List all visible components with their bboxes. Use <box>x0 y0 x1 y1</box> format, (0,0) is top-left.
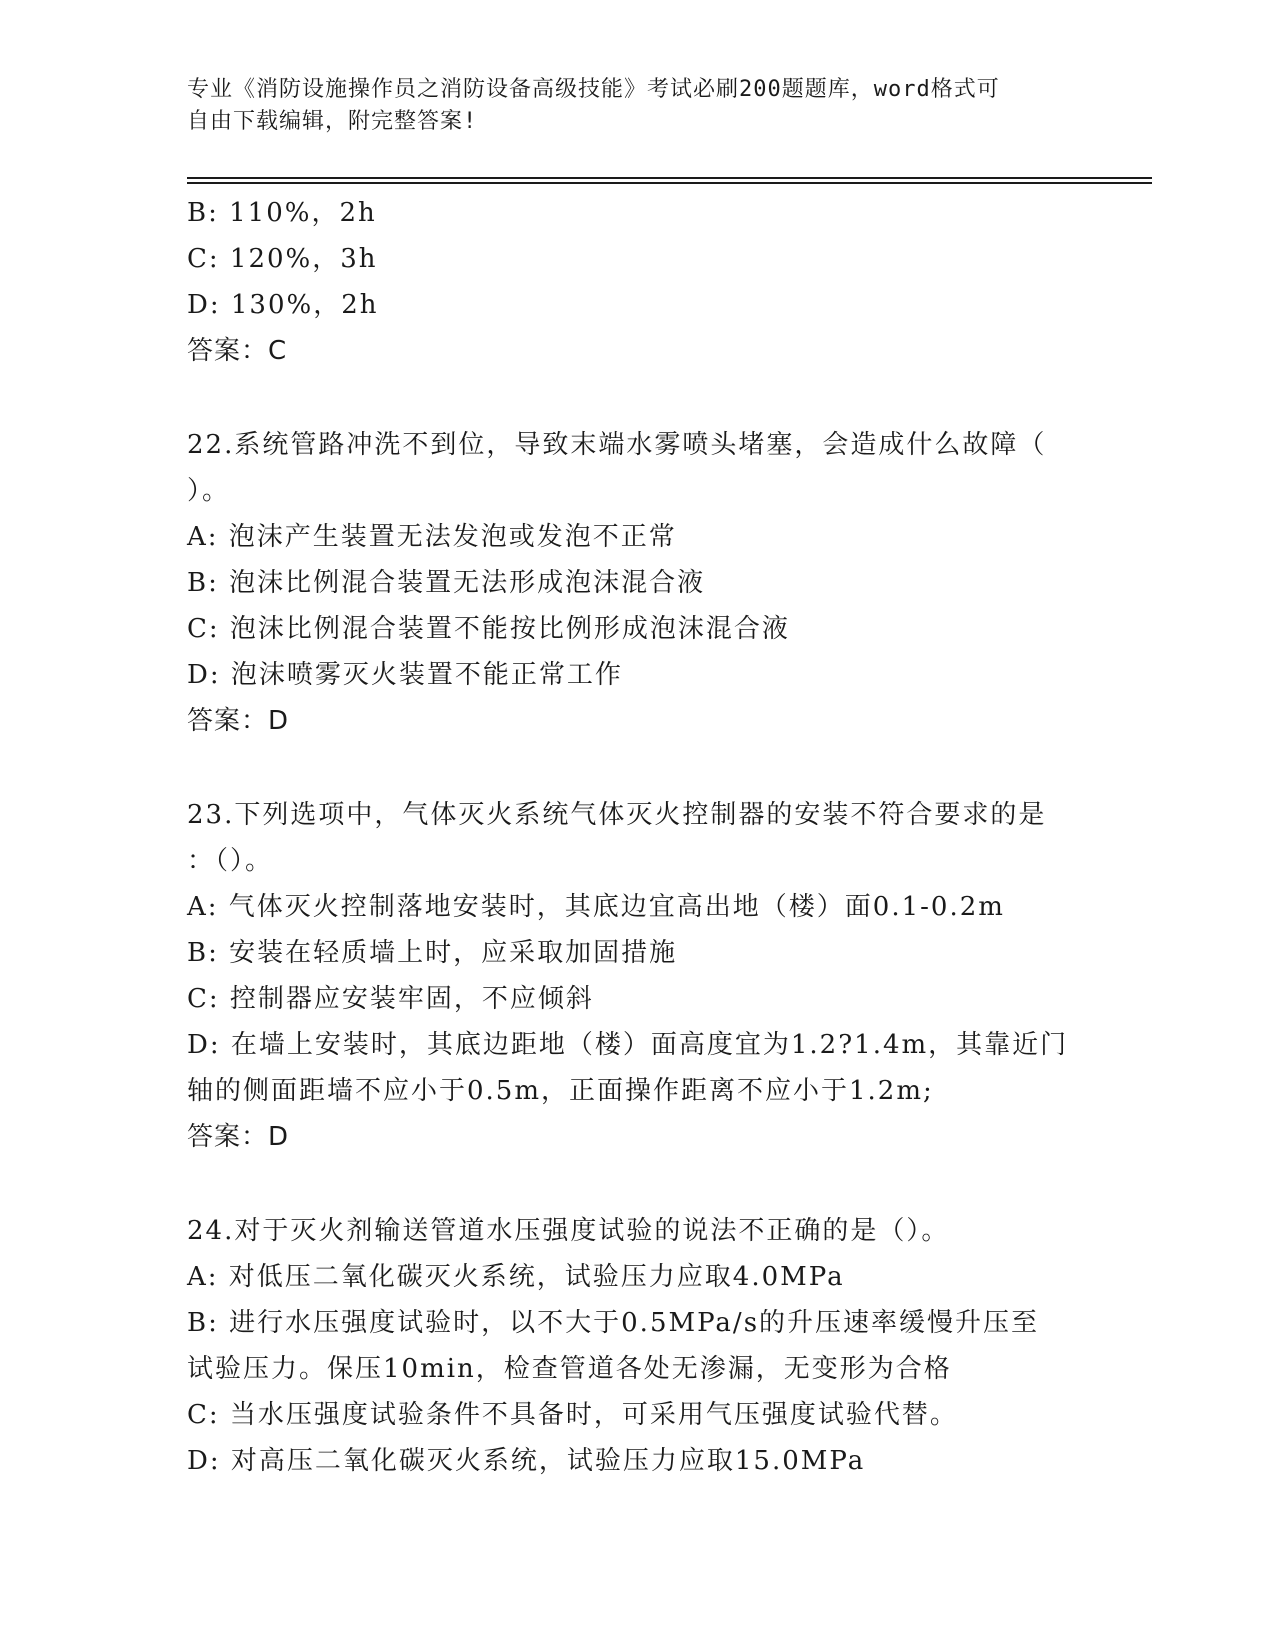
option-d: D: 泡沫喷雾灭火装置不能正常工作 <box>187 660 623 690</box>
option-c: C: 泡沫比例混合装置不能按比例形成泡沫混合液 <box>187 614 790 644</box>
question-21-tail <box>187 190 1087 374</box>
option-b: B: 110%，2h <box>187 198 377 228</box>
answer-line: 答案：D <box>187 706 290 736</box>
option-d: D: 在墙上安装时，其底边距地（楼）面高度宜为1.2?1.4m，其靠近门 <box>187 1030 1069 1060</box>
question-content <box>187 190 1087 1484</box>
question-spacer <box>187 1160 1087 1208</box>
question-spacer <box>187 744 1087 792</box>
header-divider-bottom <box>187 182 1152 184</box>
option-d: D: 130%，2h <box>187 290 379 320</box>
option-a: A: 泡沫产生装置无法发泡或发泡不正常 <box>187 522 677 552</box>
option-d-continued: 轴的侧面距墙不应小于0.5m，正面操作距离不应小于1.2m; <box>187 1076 934 1106</box>
answer-line: 答案：D <box>187 1122 290 1152</box>
question-stem: 24.对于灭火剂输送管道水压强度试验的说法不正确的是（）。 <box>187 1216 950 1246</box>
option-b: B: 泡沫比例混合装置无法形成泡沫混合液 <box>187 568 706 598</box>
header-divider-top <box>187 177 1152 179</box>
question-stem: 22.系统管路冲洗不到位，导致末端水雾喷头堵塞，会造成什么故障（ <box>187 430 1047 460</box>
question-spacer <box>187 374 1087 422</box>
question-22 <box>187 422 1087 744</box>
option-c: C: 120%，3h <box>187 244 378 274</box>
header-line-2: 自由下载编辑，附完整答案! <box>187 109 478 134</box>
question-24 <box>187 1208 1087 1484</box>
option-a: A: 对低压二氧化碳灭火系统，试验压力应取4.0MPa <box>187 1262 845 1292</box>
header-line-1: 专业《消防设施操作员之消防设备高级技能》考试必刷200题题库，word格式可 <box>187 77 1000 102</box>
answer-line: 答案：C <box>187 336 288 366</box>
option-d: D: 对高压二氧化碳灭火系统，试验压力应取15.0MPa <box>187 1446 866 1476</box>
question-stem-continued: ）。 <box>187 476 231 506</box>
option-c: C: 当水压强度试验条件不具备时，可采用气压强度试验代替。 <box>187 1400 958 1430</box>
option-a: A: 气体灭火控制落地安装时，其底边宜高出地（楼）面0.1-0.2m <box>187 892 1005 922</box>
question-stem: 23.下列选项中，气体灭火系统气体灭火控制器的安装不符合要求的是 <box>187 800 1047 830</box>
option-b: B: 安装在轻质墙上时，应采取加固措施 <box>187 938 678 968</box>
document-header <box>187 74 1087 138</box>
option-c: C: 控制器应安装牢固，不应倾斜 <box>187 984 594 1014</box>
option-b-continued: 试验压力。保压10min，检查管道各处无渗漏，无变形为合格 <box>187 1354 952 1384</box>
question-stem-continued: ：（）。 <box>187 846 274 876</box>
option-b: B: 进行水压强度试验时，以不大于0.5MPa/s的升压速率缓慢升压至 <box>187 1308 1040 1338</box>
question-23 <box>187 792 1087 1160</box>
